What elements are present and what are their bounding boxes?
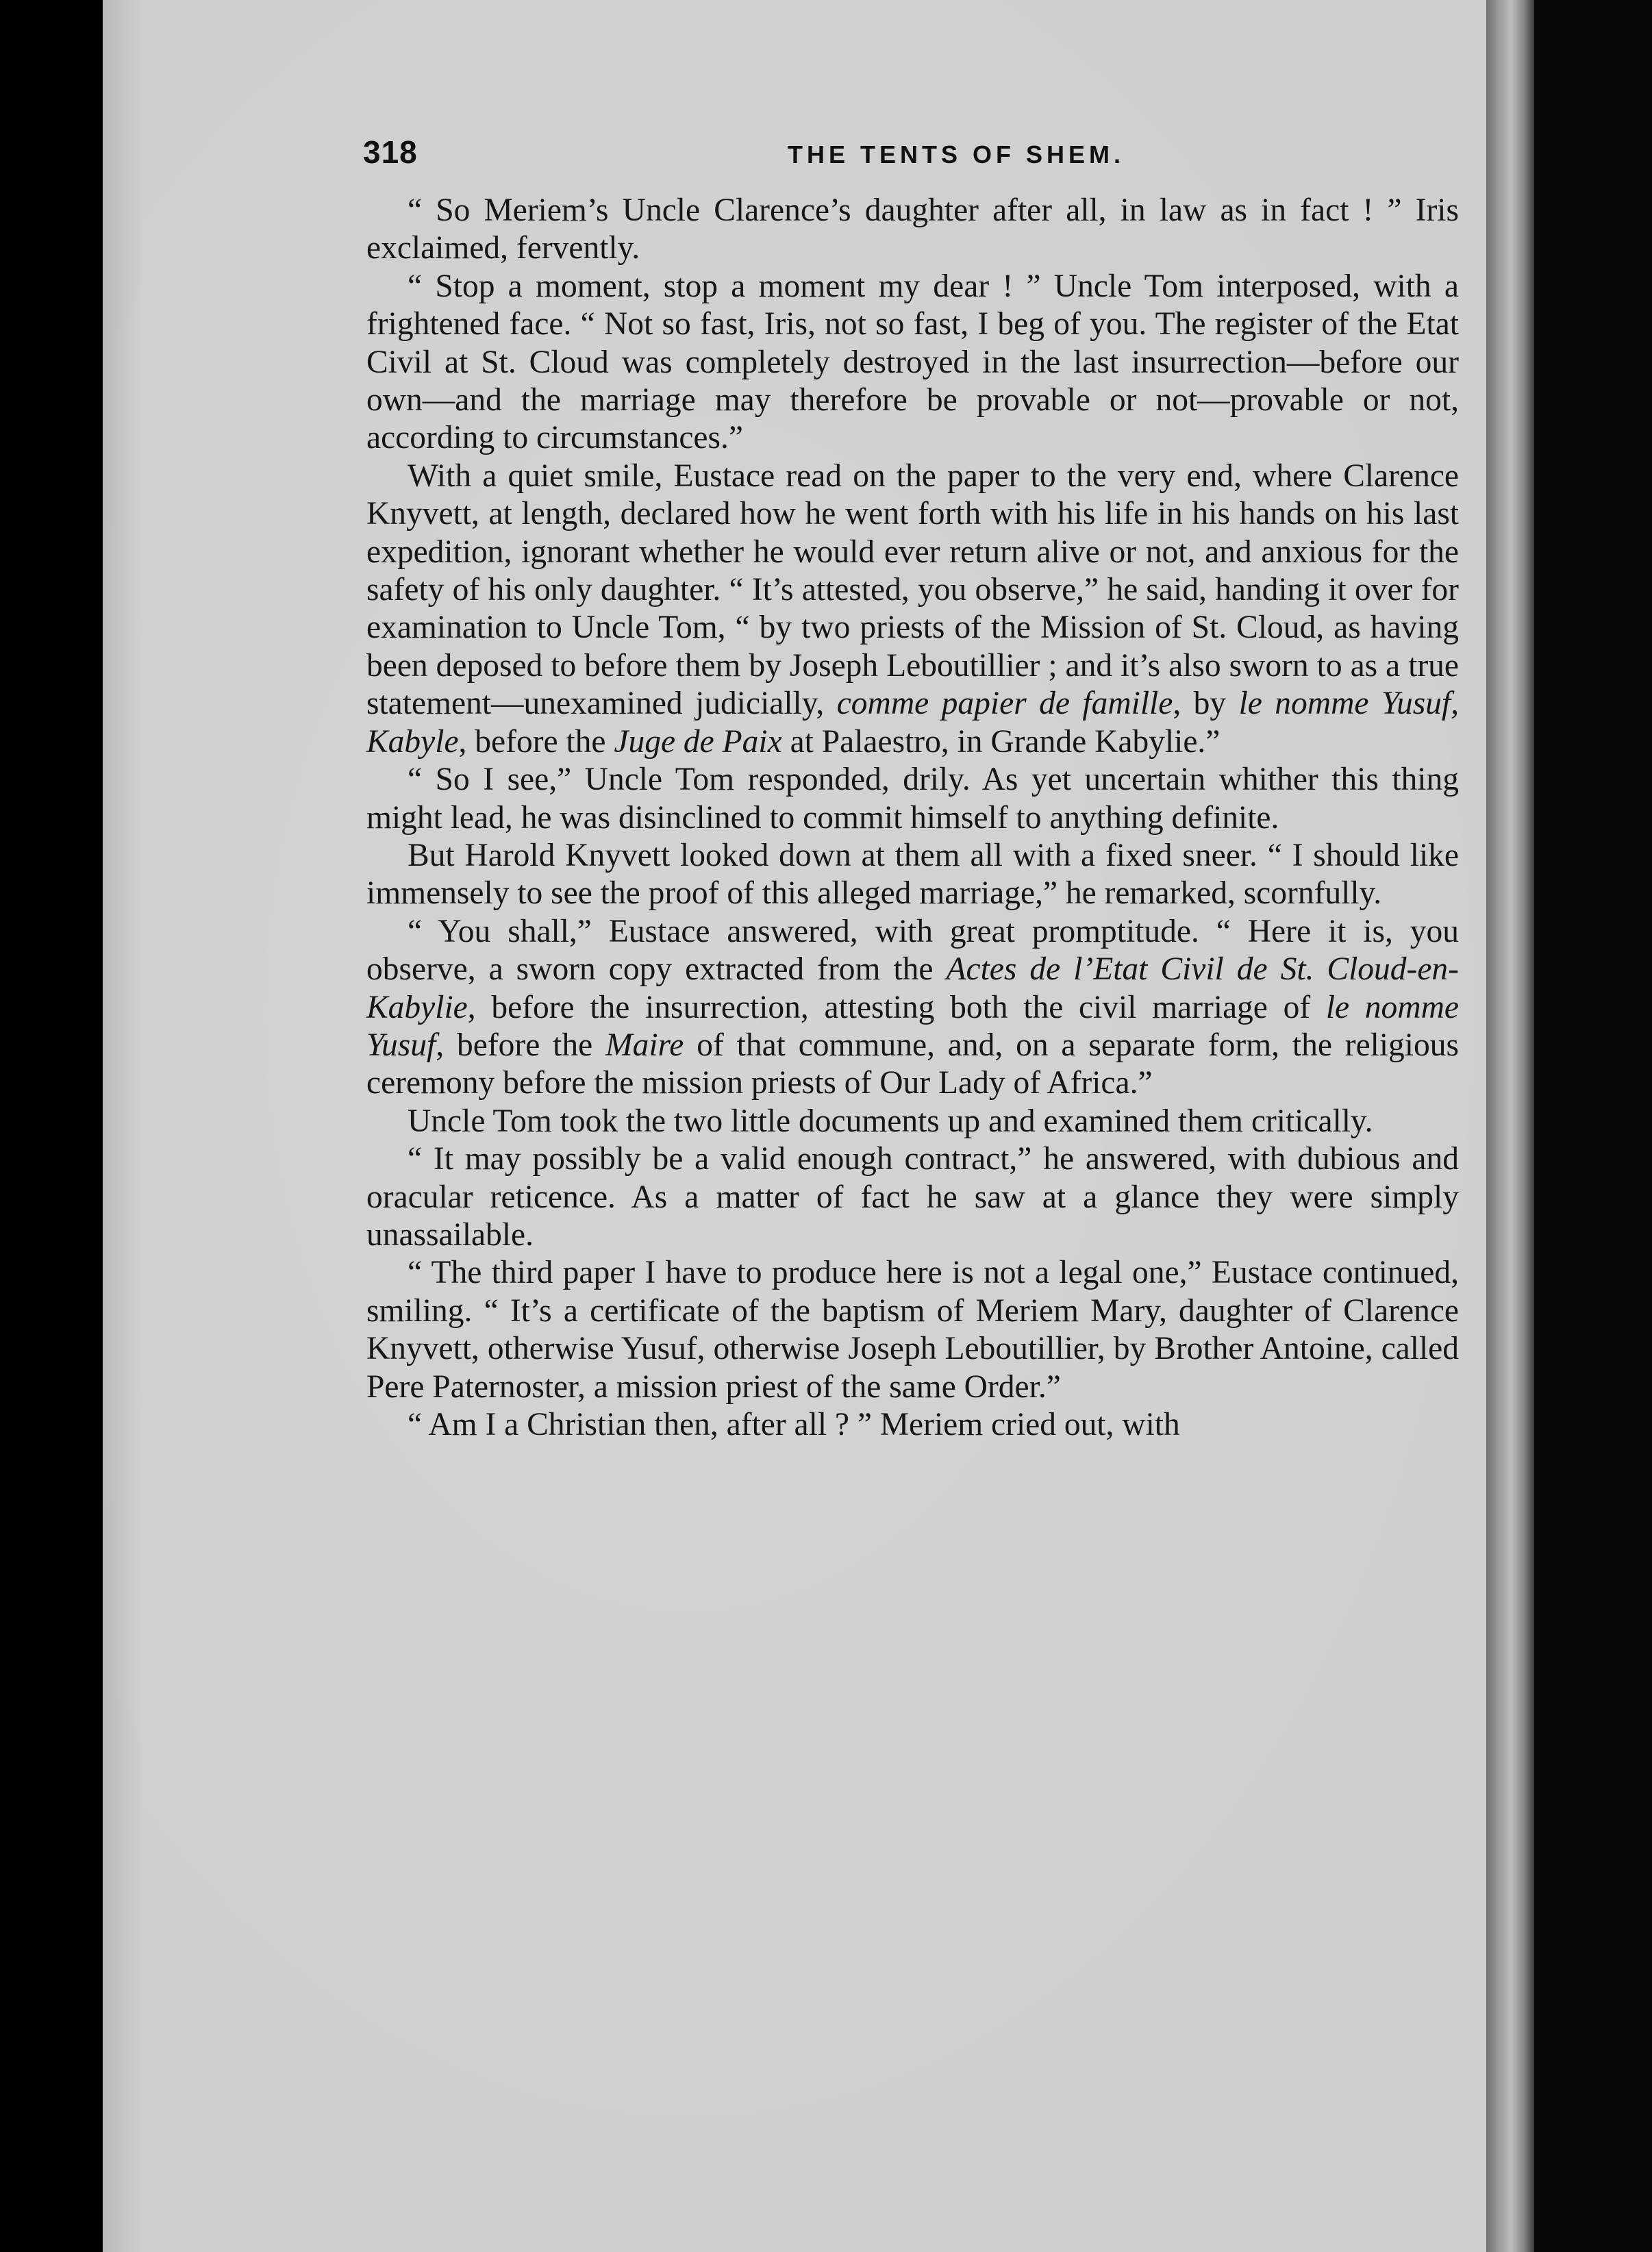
italic-phrase: Juge de Paix (614, 723, 782, 760)
text-segment: “ Am I a Christian then, after all ? ” Meriem cried out, with (408, 1407, 1180, 1442)
paragraph (366, 913, 1459, 1103)
text-segment: , before the insurrection, attesting both the civil marriage of (467, 989, 1326, 1025)
body-text (366, 192, 1459, 1444)
paragraph (366, 268, 1459, 458)
paragraph (366, 1254, 1459, 1406)
paragraph (366, 1140, 1459, 1254)
text-segment: of that commune, and, on a separate form, the religious ceremony before the mission priests of Our Lady of Africa.” (366, 1027, 1459, 1101)
book-spine-gutter (1486, 0, 1534, 2252)
paragraph (366, 837, 1459, 913)
running-head (363, 134, 1459, 175)
text-segment: at Palaestro, in Grande Kabylie.” (781, 723, 1221, 760)
paragraph (366, 192, 1459, 268)
text-segment: , before the (458, 723, 614, 760)
scan-border (1534, 0, 1652, 2252)
running-head-title: THE TENTS OF SHEM. (788, 140, 1125, 168)
text-segment: “ The third paper I have to produce here is not a legal one,” Eustace continued, smiling. “ It’s a certificate of the baptism of Meriem Mary, daughter of Clarence Knyvett, otherwise Yusuf, otherwise Joseph Leboutillier, by Brother Antoine, called Pere Paternoster, a mission priest of the same Order.” (366, 1255, 1459, 1405)
text-segment: “ So Meriem’s Uncle Clarence’s daughter after all, in law as in fact ! ” Iris exclaimed, fervently. (366, 192, 1459, 266)
text-segment: “ Stop a moment, stop a moment my dear ! ” Uncle Tom interposed, with a frightened face. “ Not so fast, Iris, not so fast, I beg of you. The register of the Etat Civil at St. Cloud was completely destroyed in the last insurrection—before our own—and the marriage may therefore be provable or not—provable or not, according to circumstances.” (366, 268, 1459, 456)
text-segment: , by (1173, 686, 1239, 722)
text-segment: Uncle Tom took the two little documents up and examined them critically. (408, 1103, 1373, 1139)
page-number: 318 (363, 134, 418, 170)
paragraph (366, 761, 1459, 837)
book-page (103, 0, 1568, 2252)
italic-phrase: Actes de l’Etat Civil de St. Cloud-en-Kabylie (366, 951, 1459, 1025)
text-segment: “ You shall,” Eustace answered, with great promptitude. “ Here it is, you observe, a sworn copy extracted from the (366, 913, 1459, 988)
text-segment: , before the (436, 1027, 606, 1063)
paragraph (366, 1406, 1459, 1444)
italic-phrase: le nomme Yusuf, Kabyle (366, 686, 1460, 760)
italic-phrase: Maire (605, 1027, 684, 1063)
italic-phrase: le nomme Yusuf (366, 989, 1459, 1063)
text-segment: With a quiet smile, Eustace read on the paper to the very end, where Clarence Knyvett, at length, declared how he went forth with his life in his hands on his last expedition, ignorant whether he would ever return alive or not, and anxious for the safety of his only daughter. “ It’s attested, you observe,” he said, handing it over for examination to Uncle Tom, “ by two priests of the Mission of St. Cloud, as having been deposed to before them by Joseph Leboutillier ; and it’s also sworn to as a true statement—unexamined judicially, (366, 458, 1459, 722)
text-segment: But Harold Knyvett looked down at them all with a fixed sneer. “ I should like immensely to see the proof of this alleged marriage,” he remarked, scornfully. (366, 837, 1459, 912)
paragraph (366, 458, 1459, 761)
text-segment: “ It may possibly be a valid enough contract,” he answered, with dubious and oracular reticence. As a matter of fact he saw at a glance they were simply unassailable. (366, 1141, 1459, 1253)
paragraph (366, 1103, 1459, 1140)
text-segment: “ So I see,” Uncle Tom responded, drily. As yet uncertain whither this thing might lead, he was disinclined to commit himself to anything definite. (366, 762, 1459, 836)
italic-phrase: comme papier de famille (836, 686, 1173, 722)
